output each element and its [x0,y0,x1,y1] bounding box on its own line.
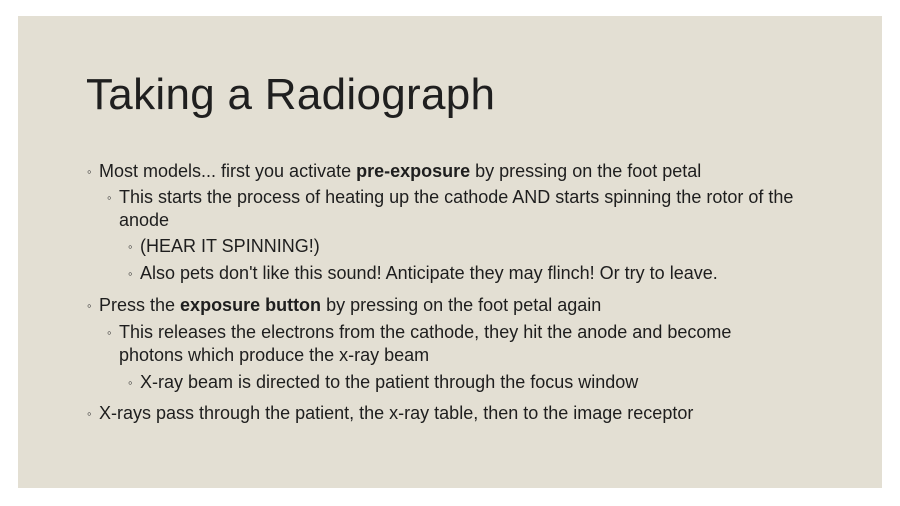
bullet-item-level3 [128,371,840,394]
bullet-text: This starts the process of heating up the cathode AND starts spinning the rotor of the anode [119,187,794,230]
bullet-text: This releases the electrons from the cathode, they hit the anode and become photons which produce the x-ray beam [119,322,732,365]
bullet-text: by pressing on the foot petal [470,161,702,181]
bullet-bold-term: pre-exposure [356,161,471,181]
bullet-text: Also pets don't like this sound! Anticipate they may flinch! Or try to leave. [140,263,718,283]
bullet-text: Press the [99,295,181,315]
bullet-text: X-ray beam is directed to the patient through the focus window [140,372,639,392]
bullet-bold-term: exposure button [180,295,322,315]
bullet-item-level3 [128,235,840,258]
bullet-marker: ◦ [87,164,92,179]
bullet-marker: ◦ [128,375,133,390]
bullet-marker: ◦ [87,298,92,313]
bullet-marker: ◦ [128,266,133,281]
bullet-item-level1 [87,160,859,183]
bullet-marker: ◦ [107,190,112,205]
bullet-item-level1 [87,402,859,425]
bullet-item-level1 [87,294,859,317]
bullet-text: X-rays pass through the patient, the x-ray table, then to the image receptor [99,403,694,423]
bullet-marker: ◦ [128,239,133,254]
bullet-text: Most models... first you activate [99,161,357,181]
bullet-item-level3 [128,262,860,285]
bullet-text: by pressing on the foot petal again [321,295,602,315]
bullet-marker: ◦ [87,406,92,421]
bullet-text: (HEAR IT SPINNING!) [140,236,320,256]
bullet-item-level2 [107,186,799,232]
slide [18,16,882,488]
bullet-marker: ◦ [107,325,112,340]
slide-title: Taking a Radiograph [86,70,496,119]
bullet-item-level2 [107,321,769,367]
